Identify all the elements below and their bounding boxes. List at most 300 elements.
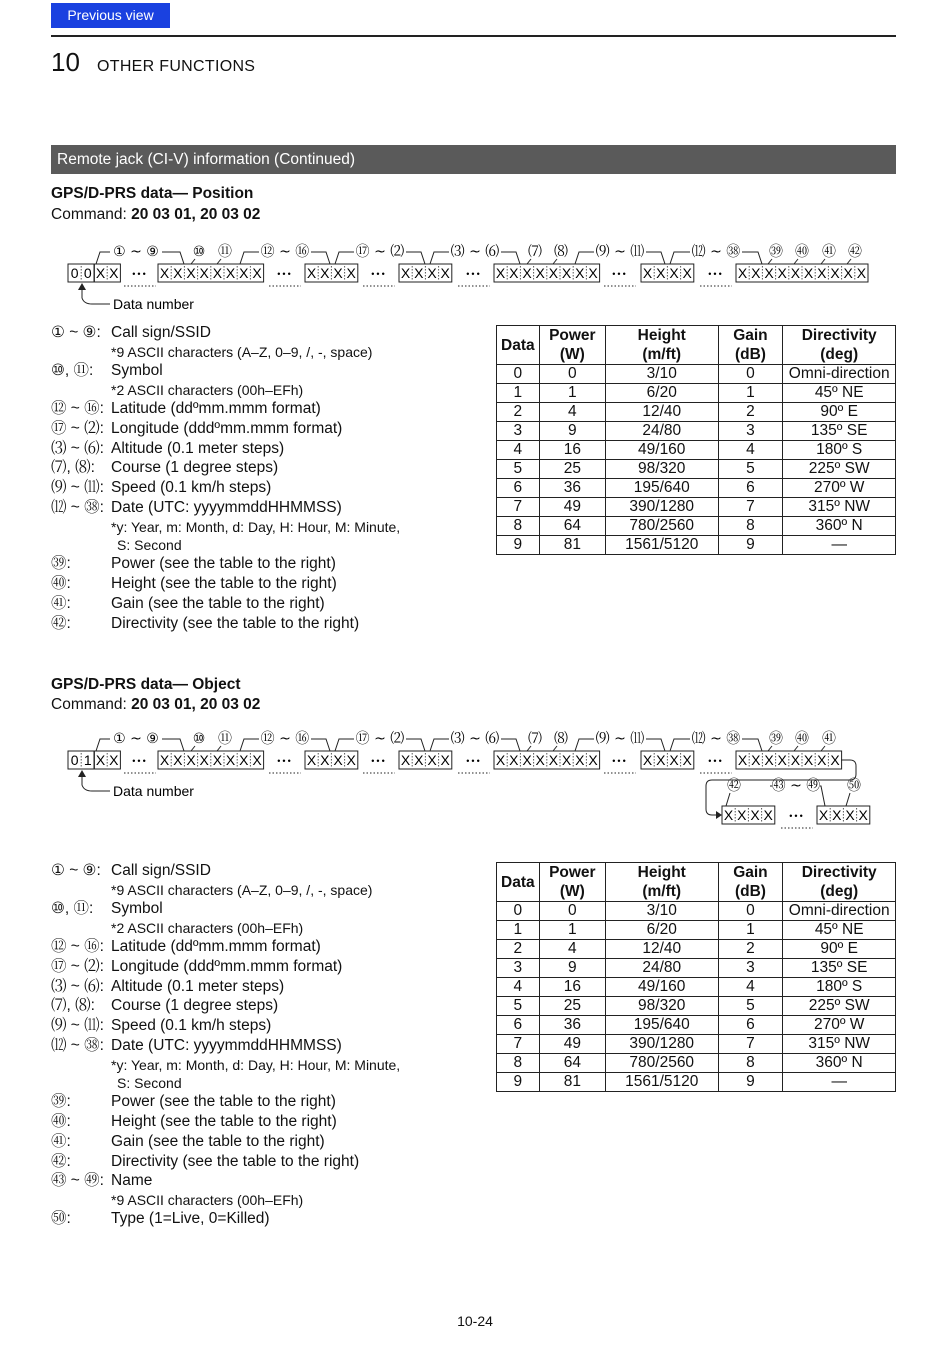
table-cell: 3 xyxy=(718,959,783,978)
page-number: 10-24 xyxy=(457,1313,493,1329)
ellipsis: ••• xyxy=(612,756,628,766)
table-row xyxy=(497,1054,896,1073)
field-value: Type (1=Live, 0=Killed) xyxy=(111,1210,270,1228)
field-key: ⑼ ~ ⑾: xyxy=(51,1017,104,1035)
ellipsis: ••• xyxy=(708,269,724,279)
data-number-pointer xyxy=(82,771,110,791)
field-value: Altitude (0.1 meter steps) xyxy=(111,439,285,457)
byte-cell: X xyxy=(239,265,249,281)
command-label: Command: xyxy=(51,696,132,713)
byte-cell: X xyxy=(856,265,867,281)
field-key: ⑿ ~ ㊳: xyxy=(51,1036,104,1054)
byte-cell: X xyxy=(239,752,249,768)
table-cell: 8 xyxy=(718,1054,783,1073)
header-unit: (deg) xyxy=(820,346,859,363)
field-value: Height (see the table to the right) xyxy=(111,574,337,592)
table-cell: 81 xyxy=(539,536,605,555)
byte-cell: X xyxy=(509,752,519,768)
field-key: ㊸ ~ ㊾: xyxy=(51,1172,104,1190)
column-header xyxy=(497,863,540,902)
field-marker: ㊶ xyxy=(822,731,836,747)
field-marker: ⑻ xyxy=(554,244,568,260)
table-cell: 1 xyxy=(718,921,783,940)
field-marker: ⑶ ~ ⑹ xyxy=(450,731,500,747)
table-cell: 49 xyxy=(539,498,605,517)
field-marker: ㊸ ~ ㊾ xyxy=(771,778,821,794)
table-cell: 4 xyxy=(718,978,783,997)
field-key: ⑫ ~ ⑯: xyxy=(51,937,104,955)
byte-cell: X xyxy=(109,752,119,768)
ellipsis: ••• xyxy=(277,269,293,279)
byte-cell: X xyxy=(212,752,223,768)
byte-cell: X xyxy=(803,265,814,281)
field-value: Directivity (see the table to the right) xyxy=(111,1152,360,1170)
byte-cell: X xyxy=(320,265,330,281)
field-description xyxy=(51,861,471,881)
byte-cell: X xyxy=(575,265,585,281)
ellipsis: ••• xyxy=(132,756,148,766)
byte-cell: X xyxy=(306,265,317,281)
table-cell: 1561/5120 xyxy=(605,536,718,555)
marker-bracket xyxy=(820,786,825,806)
table-row xyxy=(497,978,896,997)
byte-cell: X xyxy=(845,807,855,823)
byte-cell: X xyxy=(723,807,734,823)
table-cell: 36 xyxy=(539,479,605,498)
field-description xyxy=(51,1209,471,1229)
field-value: Latitude (ddºmm.mmm format) xyxy=(111,399,321,417)
byte-cell: X xyxy=(817,752,827,768)
table-cell: 360º N xyxy=(783,517,896,536)
table-row xyxy=(497,1035,896,1054)
table-cell: Omni-direction xyxy=(783,902,896,921)
field-key: ⑰ ~ ⑵: xyxy=(51,957,104,975)
byte-cell: X xyxy=(803,752,814,768)
byte-cell: X xyxy=(763,807,773,823)
table-row xyxy=(497,959,896,978)
byte-cell: X xyxy=(682,752,692,768)
table-cell: 4 xyxy=(539,940,605,959)
byte-cell: X xyxy=(777,265,787,281)
marker-bracket xyxy=(646,739,665,751)
table-cell: 64 xyxy=(539,1054,605,1073)
byte-cell: X xyxy=(817,265,827,281)
data-number-digit: 1 xyxy=(83,752,92,768)
header-unit: (dB) xyxy=(734,883,766,900)
object-spec-table xyxy=(496,862,896,1092)
table-cell: 195/640 xyxy=(605,1016,718,1035)
table-cell: 49 xyxy=(539,1035,605,1054)
byte-cell: X xyxy=(656,265,666,281)
byte-cell: X xyxy=(495,265,506,281)
field-value: Name xyxy=(111,1172,153,1190)
table-cell: 6 xyxy=(718,1016,783,1035)
field-value: Power (see the table to the right) xyxy=(111,1093,336,1111)
field-value: Course (1 degree steps) xyxy=(111,997,279,1015)
table-cell: 195/640 xyxy=(605,479,718,498)
byte-cell: X xyxy=(764,265,774,281)
marker-bracket xyxy=(240,739,259,751)
byte-cell: X xyxy=(252,752,262,768)
byte-cell: X xyxy=(832,807,842,823)
byte-cell: X xyxy=(858,807,868,823)
field-key: ⑺, ⑻: xyxy=(51,459,95,477)
field-value: *y: Year, m: Month, d: Day, H: Hour, M: Minute, xyxy=(111,518,401,535)
field-value: Power (see the table to the right) xyxy=(111,555,336,573)
field-marker: ⑪ xyxy=(218,244,232,260)
table-cell: 45º NE xyxy=(783,384,896,403)
field-marker: ㊷ xyxy=(727,778,741,794)
table-cell: 315º NW xyxy=(783,498,896,517)
field-key: ㊷: xyxy=(51,1152,71,1170)
field-key: ⑩, ⑪: xyxy=(51,361,94,379)
table-row xyxy=(497,921,896,940)
field-value: *2 ASCII characters (00h–EFh) xyxy=(111,919,304,936)
table-cell: 0 xyxy=(539,902,605,921)
field-marker: ⑿ ~ ㊳ xyxy=(691,731,741,747)
byte-cell: X xyxy=(764,752,774,768)
byte-cell: X xyxy=(751,752,761,768)
ellipsis: ••• xyxy=(371,269,387,279)
column-header xyxy=(539,863,605,902)
table-cell: 1 xyxy=(497,384,540,403)
byte-cell: X xyxy=(669,752,679,768)
field-value: Call sign/SSID xyxy=(111,862,211,879)
field-value: *2 ASCII characters (00h–EFh) xyxy=(111,381,304,398)
table-cell: 0 xyxy=(718,902,783,921)
marker-bracket xyxy=(430,739,449,751)
table-cell: 135º SE xyxy=(783,422,896,441)
command-value: 20 03 01, 20 03 02 xyxy=(131,206,261,223)
table-cell: 5 xyxy=(497,997,540,1016)
byte-cell: X xyxy=(495,752,506,768)
field-value: *9 ASCII characters (A–Z, 0–9, /, -, space) xyxy=(111,881,373,898)
byte-cell: X xyxy=(535,752,545,768)
table-cell: 4 xyxy=(497,441,540,460)
header-line: Directivity xyxy=(801,327,877,344)
byte-cell: X xyxy=(173,265,183,281)
table-cell: — xyxy=(783,536,896,555)
data-number-label: Data number xyxy=(113,783,194,799)
table-row xyxy=(497,940,896,959)
table-cell: 1 xyxy=(539,384,605,403)
table-cell: 3/10 xyxy=(605,902,718,921)
field-key: ⑰ ~ ⑵: xyxy=(51,419,104,437)
byte-cell: X xyxy=(427,752,437,768)
field-key: ㊶: xyxy=(51,1132,71,1150)
marker-bracket xyxy=(335,739,354,751)
marker-bracket xyxy=(501,739,520,751)
byte-cell: X xyxy=(790,752,801,768)
byte-cell: X xyxy=(346,752,356,768)
field-marker: ㊵ xyxy=(795,731,809,747)
field-marker: ⑰ ~ ⑵ xyxy=(355,244,405,260)
byte-cell: X xyxy=(159,265,170,281)
ellipsis: ••• xyxy=(789,811,805,821)
byte-cell: X xyxy=(535,265,545,281)
byte-cell: X xyxy=(682,265,692,281)
byte-cell: X xyxy=(548,265,559,281)
table-row xyxy=(497,1016,896,1035)
table-cell: 49/160 xyxy=(605,978,718,997)
field-note xyxy=(51,881,471,899)
table-cell: 390/1280 xyxy=(605,1035,718,1054)
byte-cell: X xyxy=(522,265,532,281)
field-marker: ⑰ ~ ⑵ xyxy=(355,731,405,747)
table-cell: 180º S xyxy=(783,978,896,997)
byte-cell: X xyxy=(830,265,840,281)
table-cell: 24/80 xyxy=(605,959,718,978)
table-cell: 90º E xyxy=(783,940,896,959)
header-unit: (m/ft) xyxy=(642,883,682,900)
byte-cell: X xyxy=(830,752,840,768)
table-cell: 180º S xyxy=(783,441,896,460)
field-marker: ㊶ xyxy=(822,244,836,260)
byte-cell: X xyxy=(333,752,343,768)
field-key: ㊵: xyxy=(51,574,71,592)
byte-cell: X xyxy=(225,752,236,768)
table-cell: 2 xyxy=(497,403,540,422)
byte-cell: X xyxy=(440,265,450,281)
field-marker: ㊷ xyxy=(848,244,862,260)
field-key: ⑶ ~ ⑹: xyxy=(51,439,104,457)
position-title: GPS/D-PRS data— Position xyxy=(51,185,254,202)
table-cell: Omni-direction xyxy=(783,365,896,384)
field-key: ⑩, ⑪: xyxy=(51,899,94,917)
table-cell: 1 xyxy=(539,921,605,940)
field-value: S: Second xyxy=(117,1074,182,1091)
byte-cell: X xyxy=(669,265,679,281)
field-marker: ⑼ ~ ⑾ xyxy=(595,244,645,260)
field-description xyxy=(51,957,471,977)
table-cell: 0 xyxy=(539,365,605,384)
byte-cell: X xyxy=(642,752,653,768)
field-value: Date (UTC: yyyymmddHHMMSS) xyxy=(111,1036,342,1054)
field-description xyxy=(51,1112,471,1132)
byte-cell: X xyxy=(333,265,343,281)
table-cell: 9 xyxy=(718,536,783,555)
table-cell: 270º W xyxy=(783,479,896,498)
field-description xyxy=(51,1092,471,1112)
command-value: 20 03 01, 20 03 02 xyxy=(131,696,261,713)
table-cell: 5 xyxy=(718,460,783,479)
byte-cell: X xyxy=(790,265,801,281)
field-value: Directivity (see the table to the right) xyxy=(111,614,360,632)
header-line: Data xyxy=(501,873,535,891)
table-cell: 1 xyxy=(497,921,540,940)
field-value: Course (1 degree steps) xyxy=(111,459,279,477)
table-cell: 25 xyxy=(539,997,605,1016)
byte-cell: X xyxy=(400,752,411,768)
table-cell: 9 xyxy=(539,959,605,978)
marker-bracket xyxy=(311,739,330,751)
byte-cell: X xyxy=(522,752,532,768)
column-header xyxy=(718,863,783,902)
field-marker: ⑩ xyxy=(192,731,206,747)
byte-cell: X xyxy=(440,752,450,768)
table-cell: 24/80 xyxy=(605,422,718,441)
table-cell: 49/160 xyxy=(605,441,718,460)
pointer-arrowhead xyxy=(78,770,86,777)
byte-cell: X xyxy=(737,265,748,281)
byte-cell: X xyxy=(561,265,572,281)
table-row xyxy=(497,997,896,1016)
field-marker: ⑫ ~ ⑯ xyxy=(260,731,310,747)
field-value: Symbol xyxy=(111,361,163,379)
byte-cell: X xyxy=(750,807,760,823)
header-line: Gain xyxy=(733,327,768,344)
data-number-digit: 0 xyxy=(70,752,79,768)
table-cell: 4 xyxy=(718,441,783,460)
field-description xyxy=(51,1152,471,1172)
field-note xyxy=(51,919,471,937)
table-cell: 64 xyxy=(539,517,605,536)
table-cell: 7 xyxy=(497,1035,540,1054)
byte-cell: X xyxy=(509,265,519,281)
header-line: Directivity xyxy=(801,864,877,881)
field-marker: ⑺ xyxy=(528,731,542,747)
table-cell: 16 xyxy=(539,441,605,460)
table-cell: 98/320 xyxy=(605,460,718,479)
byte-cell: X xyxy=(95,265,106,281)
ellipsis: ••• xyxy=(371,756,387,766)
byte-cell: X xyxy=(306,752,317,768)
chapter-title: OTHER FUNCTIONS xyxy=(97,58,256,75)
field-key: ㊵: xyxy=(51,1112,71,1130)
field-marker: ㊴ xyxy=(769,731,783,747)
field-value: S: Second xyxy=(117,536,182,553)
table-cell: 8 xyxy=(718,517,783,536)
field-marker: ㊿ xyxy=(847,778,861,794)
header-line: Power xyxy=(549,327,596,344)
field-key: ① ~ ⑨: xyxy=(51,862,101,879)
table-cell: 6/20 xyxy=(605,384,718,403)
field-value: Longitude (dddºmm.mmm format) xyxy=(111,957,343,975)
data-number-label: Data number xyxy=(113,296,194,312)
column-header xyxy=(605,863,718,902)
header-line: Height xyxy=(637,327,686,344)
field-note xyxy=(51,1056,471,1074)
table-cell: 9 xyxy=(539,422,605,441)
table-cell: 16 xyxy=(539,978,605,997)
field-marker: ㊵ xyxy=(795,244,809,260)
table-cell: 12/40 xyxy=(605,403,718,422)
byte-cell: X xyxy=(588,752,598,768)
field-value: Speed (0.1 km/h steps) xyxy=(111,479,272,497)
data-number-digit: 0 xyxy=(83,265,92,281)
table-cell: 2 xyxy=(718,403,783,422)
field-description xyxy=(51,1016,471,1036)
field-description xyxy=(51,899,471,919)
table-cell: 5 xyxy=(718,997,783,1016)
table-cell: 780/2560 xyxy=(605,1054,718,1073)
byte-cell: X xyxy=(173,752,183,768)
field-key: ㊴: xyxy=(51,1093,71,1111)
table-cell: 6/20 xyxy=(605,921,718,940)
byte-cell: X xyxy=(548,752,559,768)
table-cell: 315º NW xyxy=(783,1035,896,1054)
byte-cell: X xyxy=(159,752,170,768)
ellipsis: ••• xyxy=(466,269,482,279)
header-line: Power xyxy=(549,864,596,881)
byte-cell: X xyxy=(252,265,262,281)
marker-bracket xyxy=(406,739,425,751)
table-cell: 6 xyxy=(718,479,783,498)
table-cell: 7 xyxy=(718,1035,783,1054)
table-cell: 6 xyxy=(497,1016,540,1035)
table-cell: 0 xyxy=(718,365,783,384)
table-cell: 4 xyxy=(539,403,605,422)
table-cell: 9 xyxy=(497,536,540,555)
byte-cell: X xyxy=(656,752,666,768)
header-unit: (W) xyxy=(559,346,585,363)
section-bar: Remote jack (CI-V) information (Continued) xyxy=(51,145,896,174)
marker-bracket xyxy=(96,739,110,751)
table-cell: 225º SW xyxy=(783,460,896,479)
field-value: Date (UTC: yyyymmddHHMMSS) xyxy=(111,498,342,516)
byte-cell: X xyxy=(212,265,223,281)
marker-tick xyxy=(846,793,850,806)
field-value: Altitude (0.1 meter steps) xyxy=(111,977,285,995)
table-cell: 9 xyxy=(718,1073,783,1092)
byte-cell: X xyxy=(95,752,106,768)
table-cell: 3/10 xyxy=(605,365,718,384)
marker-bracket xyxy=(670,739,690,751)
byte-cell: X xyxy=(199,265,209,281)
table-header-row xyxy=(497,863,896,902)
object-title: GPS/D-PRS data— Object xyxy=(51,676,241,693)
field-value: Call sign/SSID xyxy=(111,324,211,341)
byte-cell: X xyxy=(199,752,209,768)
byte-cell: X xyxy=(427,265,437,281)
byte-cell: X xyxy=(588,265,598,281)
byte-cell: X xyxy=(400,265,411,281)
byte-cell: X xyxy=(575,752,585,768)
field-marker: ⑺ xyxy=(528,244,542,260)
table-cell: 0 xyxy=(497,902,540,921)
header-unit: (deg) xyxy=(820,883,859,900)
field-marker: ⑼ ~ ⑾ xyxy=(595,731,645,747)
table-cell: 7 xyxy=(497,498,540,517)
byte-cell: X xyxy=(414,752,424,768)
byte-cell: X xyxy=(346,265,356,281)
field-key: ⑺, ⑻: xyxy=(51,997,95,1015)
header-line: Gain xyxy=(733,864,768,881)
ellipsis: ••• xyxy=(132,269,148,279)
table-cell: 25 xyxy=(539,460,605,479)
table-cell: 36 xyxy=(539,1016,605,1035)
field-note xyxy=(51,1074,471,1092)
column-header xyxy=(783,863,896,902)
previous-view-button[interactable]: Previous view xyxy=(51,3,170,28)
ellipsis: ••• xyxy=(708,756,724,766)
table-row xyxy=(497,902,896,921)
byte-cell: X xyxy=(186,265,196,281)
table-cell: 360º N xyxy=(783,1054,896,1073)
field-description xyxy=(51,1036,471,1056)
field-description xyxy=(51,1132,471,1152)
field-value: *9 ASCII characters (A–Z, 0–9, /, -, space) xyxy=(111,343,373,360)
table-cell: 5 xyxy=(497,460,540,479)
field-key: ⑫ ~ ⑯: xyxy=(51,399,104,417)
field-marker: ① ~ ⑨ xyxy=(113,244,159,260)
ellipsis: ••• xyxy=(277,756,293,766)
byte-cell: X xyxy=(561,752,572,768)
field-value: Symbol xyxy=(111,899,163,917)
field-marker: ⑪ xyxy=(218,731,232,747)
field-description xyxy=(51,1171,471,1191)
header-unit: (dB) xyxy=(734,346,766,363)
